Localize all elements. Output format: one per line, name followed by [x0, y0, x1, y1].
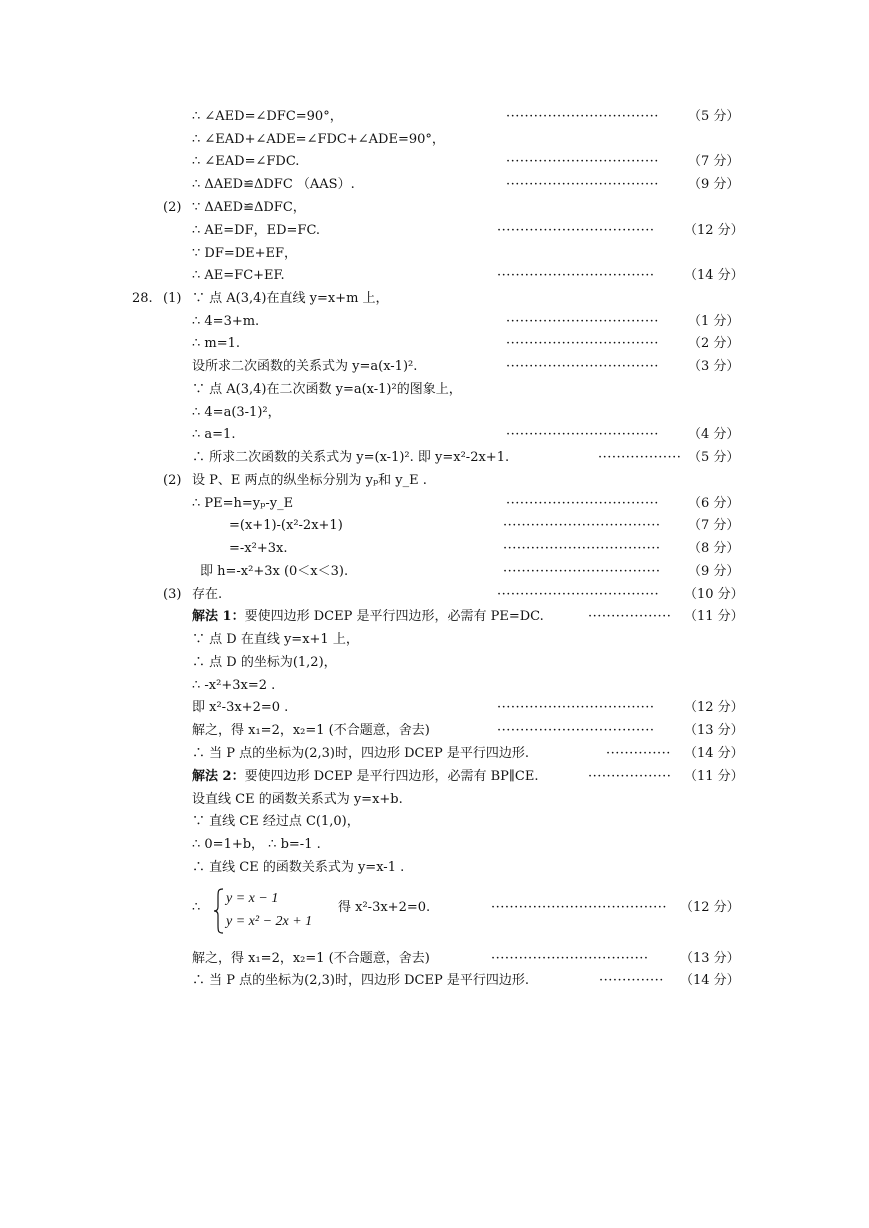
score-label: （7 分） — [688, 154, 740, 169]
score-label: （14 分） — [684, 746, 744, 761]
line-8: ∴ AE=FC+EF. — [192, 268, 285, 283]
line-10: ∴ 4=3+m. — [192, 314, 260, 329]
line-9: ∵ 点 A(3,4)在直线 y=x+m 上， — [192, 291, 389, 306]
line-7: ∵ DF=DE+EF， — [192, 246, 298, 261]
subquestion-number: (1) — [163, 291, 182, 306]
line-27: 即 x²-3x+2=0 . — [192, 700, 289, 715]
dot-leader: ·································· — [497, 723, 655, 738]
line-35: 得 x²-3x+2=0. — [338, 900, 431, 915]
score-label: （6 分） — [688, 496, 740, 511]
line-30 — [192, 767, 538, 787]
equation-1: y = x − 1 — [226, 891, 279, 906]
subquestion-number: (2) — [163, 200, 182, 215]
method-label: 解法 1： — [192, 609, 245, 624]
dot-leader: ·································· — [503, 541, 661, 556]
dot-leader: ·················· — [588, 769, 672, 784]
line-32: ∵ 直线 CE 经过点 C(1,0)， — [192, 814, 360, 829]
subquestion-number: (2) — [163, 473, 182, 488]
score-label: （2 分） — [688, 336, 740, 351]
score-label: （7 分） — [688, 518, 740, 533]
score-label: （12 分） — [684, 223, 744, 238]
dot-leader: ·································· — [503, 564, 661, 579]
score-label: （4 分） — [688, 427, 740, 442]
line-4: ∴ ΔAED≌ΔDFC （AAS）. — [192, 177, 355, 192]
line-17: 设 P、E 两点的纵坐标分别为 yₚ和 y_E . — [192, 473, 427, 488]
line-1 — [192, 107, 343, 127]
score-label: （9 分） — [688, 177, 740, 192]
dot-leader: ································· — [506, 359, 659, 374]
line-28: 解之，得 x₁=2，x₂=1 (不合题意，舍去) — [192, 723, 430, 738]
score-label: （3 分） — [688, 359, 740, 374]
dot-leader: ·················· — [598, 450, 682, 465]
line-33: ∴ 0=1+b， ∴ b=-1 . — [192, 837, 321, 852]
line-11: ∴ m=1. — [192, 336, 241, 351]
line-25: ∴ 点 D 的坐标为(1,2)， — [192, 655, 337, 670]
line-2: ∴ ∠EAD+∠ADE=∠FDC+∠ADE=90°， — [192, 132, 445, 147]
line-37: ∴ 当 P 点的坐标为(2,3)时，四边形 DCEP 是平行四边形. — [192, 973, 529, 988]
line-18: ∴ PE=h=yₚ-y_E — [192, 496, 294, 511]
line-15: ∴ a=1. — [192, 427, 236, 442]
dot-leader: ································· — [506, 496, 659, 511]
dot-leader: ································· — [506, 154, 659, 169]
line-23 — [192, 607, 544, 627]
score-label: （9 分） — [688, 564, 740, 579]
dot-leader: ·············· — [606, 746, 671, 761]
line-22: 存在. — [192, 587, 223, 602]
dot-leader: ··································· — [497, 587, 660, 602]
score-label: （11 分） — [684, 769, 744, 784]
line-13: ∵ 点 A(3,4)在二次函数 y=a(x-1)²的图象上， — [192, 382, 462, 397]
score-label: （13 分） — [680, 951, 740, 966]
line-21: 即 h=-x²+3x (0＜x＜3). — [200, 564, 349, 579]
line-text: ∴ ∠AED=∠DFC=90°， — [192, 109, 343, 124]
line-19: =(x+1)-(x²-2x+1) — [229, 518, 343, 533]
dot-leader: ·············· — [599, 973, 664, 988]
score-label: （5 分） — [688, 450, 740, 465]
line-36: 解之，得 x₁=2，x₂=1 (不合题意，舍去) — [192, 951, 430, 966]
line-16: ∴ 所求二次函数的关系式为 y=(x-1)². 即 y=x²-2x+1. — [192, 450, 510, 465]
score-label: （1 分） — [688, 314, 740, 329]
line-14: ∴ 4=a(3-1)²， — [192, 405, 281, 420]
dot-leader: ·································· — [503, 518, 661, 533]
dot-leader: ·································· — [491, 951, 649, 966]
dot-leader: ································· — [506, 427, 659, 442]
question-number: 28. — [132, 291, 153, 306]
equation-2: y = x² − 2x + 1 — [226, 914, 313, 929]
line-6: ∴ AE=DF，ED=FC. — [192, 223, 321, 238]
score-label: （14 分） — [680, 973, 740, 988]
score-label: （8 分） — [688, 541, 740, 556]
dot-leader: ······································ — [491, 900, 668, 915]
therefore-symbol: ∴ — [192, 900, 201, 915]
subquestion-number: (3) — [163, 587, 182, 602]
score-label: （14 分） — [684, 268, 744, 283]
dot-leader: ·································· — [497, 223, 655, 238]
dot-leader: ································· — [506, 177, 659, 192]
line-5: ∵ ΔAED≌ΔDFC， — [192, 200, 306, 215]
dot-leader: ································· — [506, 109, 659, 124]
dot-leader: ·································· — [497, 700, 655, 715]
line-12: 设所求二次函数的关系式为 y=a(x-1)². — [192, 359, 418, 374]
score-label: （10 分） — [684, 587, 744, 602]
score-label: （5 分） — [688, 109, 740, 124]
line-34: ∴ 直线 CE 的函数关系式为 y=x-1 . — [192, 860, 405, 875]
score-label: （12 分） — [684, 700, 744, 715]
line-text: 要使四边形 DCEP 是平行四边形，必需有 BP∥CE. — [244, 769, 539, 784]
line-29: ∴ 当 P 点的坐标为(2,3)时，四边形 DCEP 是平行四边形. — [192, 746, 529, 761]
line-20: =-x²+3x. — [229, 541, 288, 556]
dot-leader: ································· — [506, 336, 659, 351]
score-label: （11 分） — [684, 609, 744, 624]
method-label: 解法 2： — [192, 769, 245, 784]
dot-leader: ································· — [506, 314, 659, 329]
score-label: （13 分） — [684, 723, 744, 738]
line-3: ∴ ∠EAD=∠FDC. — [192, 154, 300, 169]
line-24: ∵ 点 D 在直线 y=x+1 上， — [192, 632, 359, 647]
line-text: 要使四边形 DCEP 是平行四边形，必需有 PE=DC. — [244, 609, 544, 624]
line-31: 设直线 CE 的函数关系式为 y=x+b. — [192, 792, 403, 807]
score-label: （12 分） — [680, 900, 740, 915]
dot-leader: ·································· — [497, 268, 655, 283]
left-brace — [212, 887, 226, 935]
line-26: ∴ -x²+3x=2 . — [192, 678, 276, 693]
dot-leader: ·················· — [588, 609, 672, 624]
